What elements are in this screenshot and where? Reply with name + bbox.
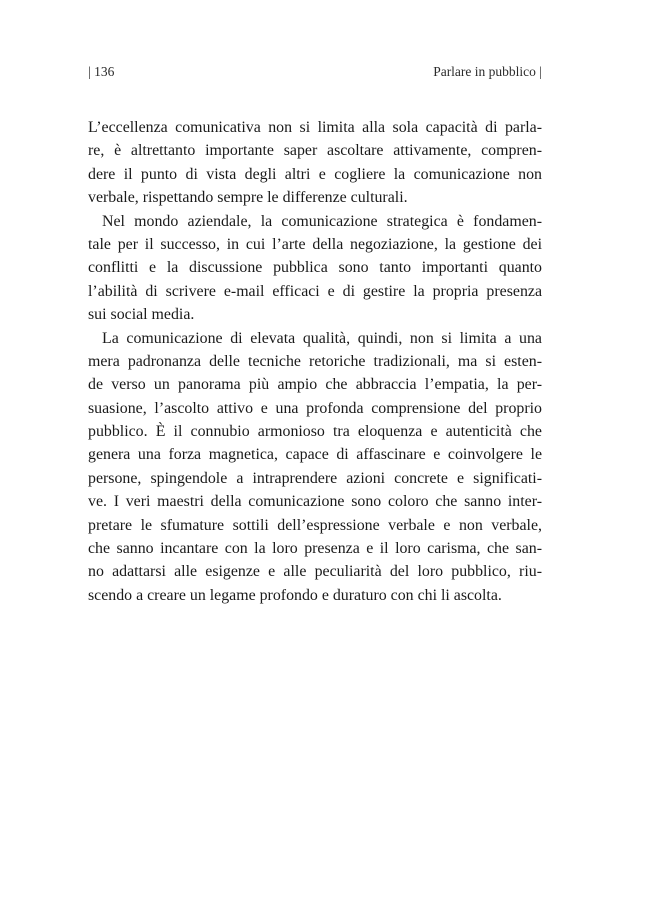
text-line: Nel mondo aziendale, la comunicazione strategica è fondamen- — [102, 212, 542, 230]
text-line: che sanno incantare con la loro presenza e il loro carisma, che san- — [88, 540, 542, 558]
text-line: no adattarsi alle esigenze e alle peculiarità del loro pubblico, riu- — [88, 563, 542, 581]
text-line: La comunicazione di elevata qualità, quindi, non si limita a una — [102, 329, 542, 347]
text-line: l’abilità di scrivere e-mail efficaci e di gestire la propria presenza — [88, 282, 542, 300]
text-line: genera una forza magnetica, capace di affascinare e coinvolgere le — [88, 446, 542, 464]
text-line: persone, spingendole a intraprendere azioni concrete e significati- — [88, 469, 542, 487]
text-line: tale per il successo, in cui l’arte della negoziazione, la gestione dei — [88, 235, 542, 253]
running-title: Parlare in pubblico | — [433, 64, 542, 79]
text-line: mera padronanza delle tecniche retoriche tradizionali, ma si esten- — [88, 352, 542, 370]
page-number: | 136 — [88, 64, 115, 79]
text-line: verbale, rispettando sempre le differenze culturali. — [88, 189, 408, 207]
running-head — [88, 64, 542, 82]
text-line: scendo a creare un legame profondo e duraturo con chi li ascolta. — [88, 586, 502, 604]
text-line: dere il punto di vista degli altri e cogliere la comunicazione non — [88, 165, 542, 183]
text-line: pretare le sfumature sottili dell’espressione verbale e non verbale, — [88, 516, 542, 534]
text-line: conflitti e la discussione pubblica sono tanto importanti quanto — [88, 259, 542, 277]
text-line: re, è altrettanto importante saper ascoltare attivamente, compren- — [88, 142, 542, 160]
text-line: suasione, l’ascolto attivo e una profonda comprensione del proprio — [88, 399, 542, 417]
text-line: de verso un panorama più ampio che abbraccia l’empatia, la per- — [88, 376, 542, 394]
text-line: ve. I veri maestri della comunicazione sono coloro che sanno inter- — [88, 493, 542, 511]
body-text — [88, 116, 542, 607]
text-line: pubblico. È il connubio armonioso tra eloquenza e autenticità che — [88, 423, 542, 441]
text-line: sui social media. — [88, 306, 195, 324]
text-line: L’eccellenza comunicativa non si limita alla sola capacità di parla- — [88, 119, 542, 136]
